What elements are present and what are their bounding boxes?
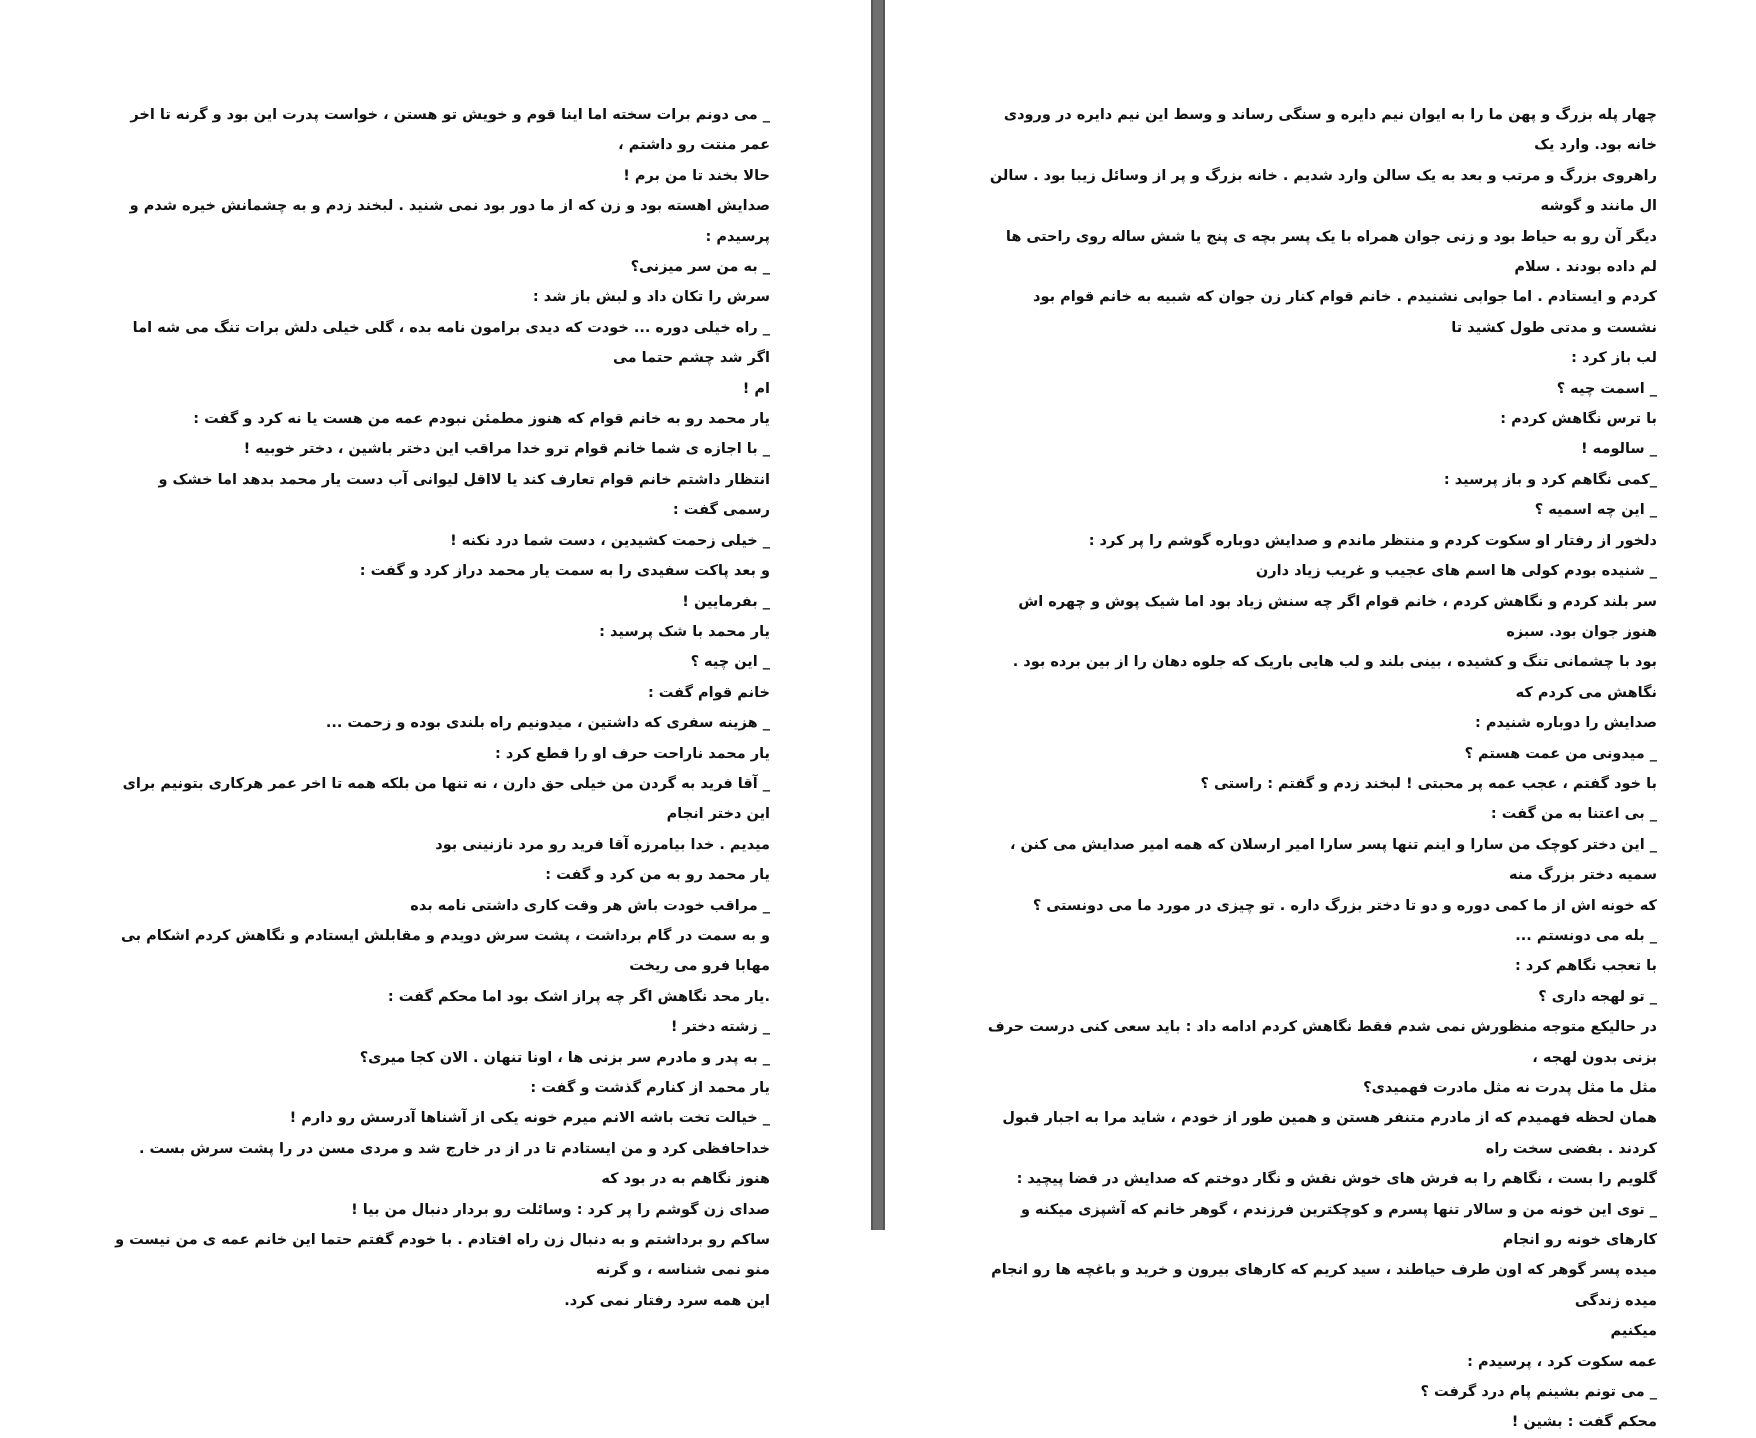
text-line: صدایش را دوباره شنیدم : bbox=[1475, 715, 1657, 732]
text-line: _ توی این خونه من و سالار تنها پسرم و کوچکترین فرزندم ، گوهر خانم که آشپزی میکنه و کارهای خونه رو انجام bbox=[1020, 1201, 1657, 1249]
text-line: عمه سکوت کرد ، پرسیدم : bbox=[1467, 1353, 1657, 1370]
text-line: با خود گفتم ، عجب عمه پر محبتی ! لبخند زدم و گفتم : راستی ؟ bbox=[1200, 775, 1657, 792]
text-line: یار محمد رو به خانم قوام که هنوز مطمئن نبودم عمه من هست یا نه کرد و گفت : bbox=[193, 411, 770, 428]
text-line: یار محمد از کنارم گذشت و گفت : bbox=[530, 1080, 770, 1096]
text-line: با تعجب نگاهم کرد : bbox=[1515, 958, 1657, 975]
text-line: _ بله می دونستم ... bbox=[1515, 927, 1657, 944]
text-line: میده پسر گوهر که اون طرف حیاطند ، سید کریم که کارهای بیرون و خرید و باغچه ها رو انجام میده زندگی bbox=[991, 1262, 1657, 1309]
text-line: _ به من سر میزنی؟ bbox=[630, 259, 770, 276]
text-line: _ به پدر و مادرم سر بزنی ها ، اونا تنهان . الان کجا میری؟ bbox=[359, 1049, 770, 1066]
text-line: راهروی بزرگ و مرتب و بعد به یک سالن وارد شدیم . خانه بزرگ و پر از وسائل زیبا بود . سالن ال مانند و گوشه bbox=[989, 167, 1657, 215]
page-gutter-divider bbox=[871, 0, 885, 1230]
text-line: که خونه اش از ما کمی دوره و دو تا دختر بزرگ داره . تو چیزی در مورد ما می دونستی ؟ bbox=[1032, 897, 1657, 914]
left-page-text bbox=[110, 100, 770, 1316]
text-line: _ هزینه سفری که داشتین ، میدونیم راه بلندی بوده و زحمت ... bbox=[325, 715, 770, 732]
text-line: سر بلند کردم و نگاهش کردم ، خانم قوام اگر چه سنش زیاد بود اما شیک پوش و چهره اش هنوز جوان بود. سبزه bbox=[1018, 593, 1657, 640]
text-line: همان لحظه فهمیدم که از مادرم متنفر هستن و همین طور از خودم ، شاید مرا به اجبار قبول کردند . بفضی سخت راه bbox=[1002, 1110, 1657, 1157]
right-page-text bbox=[985, 100, 1657, 1438]
text-line: دیگر آن رو به حیاط بود و زنی جوان همراه با یک پسر بچه ی پنج یا شش ساله روی راحتی ها لم داده بودند . سلام bbox=[1005, 228, 1657, 276]
text-line: _ این دختر کوچک من سارا و اینم تنها پسر سارا امیر ارسلان که همه امیر صدایش می کنن ، سمیه دختر بزرگ منه bbox=[1009, 836, 1657, 884]
text-line: لب باز کرد : bbox=[1571, 350, 1657, 367]
text-line: انتظار داشتم خانم قوام تعارف کند یا لااقل لیوانی آب دست یار محمد بدهد اما خشک و رسمی گفت : bbox=[158, 471, 770, 519]
text-line: مثل ما مثل پدرت نه مثل مادرت فهمیدی؟ bbox=[1363, 1080, 1657, 1096]
text-line: _ میدونی من عمت هستم ؟ bbox=[1464, 745, 1657, 762]
text-line: میکنیم bbox=[1610, 1323, 1657, 1340]
text-line: خداحافظی کرد و من ایستادم تا در از در خارج شد و مردی مسن در را پشت سرش بست . هنوز نگاهم به در بود که bbox=[138, 1140, 770, 1188]
text-line: _ این چه اسمیه ؟ bbox=[1534, 502, 1657, 519]
text-line: کردم و ایستادم . اما جوابی نشنیدم . خانم قوام کنار زن جوان که شبیه به خانم قوام بود نشست و مدتی طول کشید تا bbox=[1033, 289, 1657, 336]
text-line: این همه سرد رفتار نمی کرد. bbox=[564, 1292, 770, 1309]
text-line: صدای زن گوشم را پر کرد : وسائلت رو بردار دنبال من بیا ! bbox=[351, 1201, 770, 1218]
text-line: _ سالومه ! bbox=[1581, 441, 1657, 458]
text-line: _ خیالت تخت باشه الانم میرم خونه یکی از آشناها آدرسش رو دارم ! bbox=[289, 1110, 770, 1127]
text-line: یار محمد ناراحت حرف او را قطع کرد : bbox=[495, 745, 770, 762]
right-page bbox=[885, 0, 1756, 1431]
text-line: _ با اجازه ی شما خانم قوام ترو خدا مراقب این دختر باشین ، دختر خوبیه ! bbox=[243, 441, 770, 458]
left-page bbox=[0, 0, 871, 1309]
text-line: محکم گفت : بشین ! bbox=[1511, 1414, 1657, 1431]
text-line: _ می دونم برات سخته اما اینا قوم و خویش تو هستن ، خواست پدرت این بود و گرنه تا اخر عمر منتت رو داشتم ، bbox=[130, 107, 770, 154]
text-line: _ خیلی زحمت کشیدین ، دست شما درد نکنه ! bbox=[450, 532, 770, 549]
text-line: و بعد پاکت سفیدی را به سمت یار محمد دراز کرد و گفت : bbox=[359, 563, 770, 580]
text-line: _ تو لهجه داری ؟ bbox=[1538, 988, 1657, 1005]
text-line: صدایش اهسته بود و زن که از ما دور بود نمی شنید . لبخند زدم و به چشمانش خیره شدم و پرسیدم : bbox=[129, 198, 770, 245]
text-line: سرش را تکان داد و لبش باز شد : bbox=[532, 289, 770, 306]
text-line: _ می تونم بشینم پام درد گرفت ؟ bbox=[1420, 1384, 1657, 1401]
text-line: حالا بخند تا من برم ! bbox=[623, 167, 770, 184]
text-line: _کمی نگاهم کرد و باز پرسید : bbox=[1443, 471, 1657, 488]
text-line: .یار محد نگاهش اگر چه پراز اشک بود اما محکم گفت : bbox=[387, 988, 770, 1005]
text-line: بود با چشمانی تنگ و کشیده ، بینی بلند و لب هایی باریک که جلوه دهان را از بین برده بود . نگاهش می کردم که bbox=[1012, 654, 1657, 701]
text-line: دلخور از رفتار او سکوت کردم و منتظر ماندم و صدایش دوباره گوشم را پر کرد : bbox=[1088, 532, 1657, 549]
text-line: گلویم را بست ، نگاهم را به فرش های خوش نقش و نگار دوختم که صدایش در فضا پیچید : bbox=[1016, 1171, 1657, 1188]
text-line: یار محمد رو به من کرد و گفت : bbox=[545, 867, 770, 884]
text-line: _ اسمت چیه ؟ bbox=[1556, 380, 1657, 397]
text-line: _ زشته دختر ! bbox=[670, 1019, 770, 1036]
text-line: _ بفرمایین ! bbox=[682, 593, 770, 610]
text-line: ام ! bbox=[742, 380, 770, 397]
text-line: _ بی اعتنا به من گفت : bbox=[1490, 806, 1657, 823]
text-line: ساکم رو برداشتم و به دنبال زن راه افتادم . با خودم گفتم حتما این خانم عمه ی من نیست و منو نمی شناسه ، و گرنه bbox=[115, 1232, 770, 1279]
text-line: و به سمت در گام برداشت ، پشت سرش دویدم و مقابلش ایستادم و نگاهش کردم اشکام بی مهابا فرو می ریخت bbox=[120, 927, 770, 975]
text-line: خانم قوام گفت : bbox=[647, 684, 770, 701]
text-line: یار محمد با شک پرسید : bbox=[599, 623, 770, 640]
text-line: _ این چیه ؟ bbox=[690, 654, 770, 671]
text-line: میدیم . خدا بیامرزه آقا فرید رو مرد نازنینی بود bbox=[435, 836, 770, 853]
text-line: _ مراقب خودت باش هر وقت کاری داشتی نامه بده bbox=[410, 897, 770, 914]
text-line: _ راه خیلی دوره ... خودت که دیدی برامون نامه بده ، گلی خیلی دلش برات تنگ می شه اما اگر شد چشم حتما می bbox=[132, 319, 770, 367]
text-line: چهار پله بزرگ و پهن ما را به ایوان نیم دایره و سنگی رساند و وسط این نیم دایره در ورودی خانه بود. وارد یک bbox=[1003, 107, 1657, 154]
text-line: با ترس نگاهش کردم : bbox=[1500, 411, 1657, 428]
text-line: در حالیکع متوجه منظورش نمی شدم فقط نگاهش کردم ادامه داد : باید سعی کنی درست حرف بزنی بدون لهجه ، bbox=[987, 1019, 1657, 1066]
text-line: _ آقا فرید به گردن من خیلی حق دارن ، نه تنها من بلکه همه تا اخر عمر هرکاری بتونیم برای این دختر انجام bbox=[122, 775, 770, 823]
text-line: _ شنیده بودم کولی ها اسم های عجیب و غریب زیاد دارن bbox=[1255, 563, 1657, 580]
